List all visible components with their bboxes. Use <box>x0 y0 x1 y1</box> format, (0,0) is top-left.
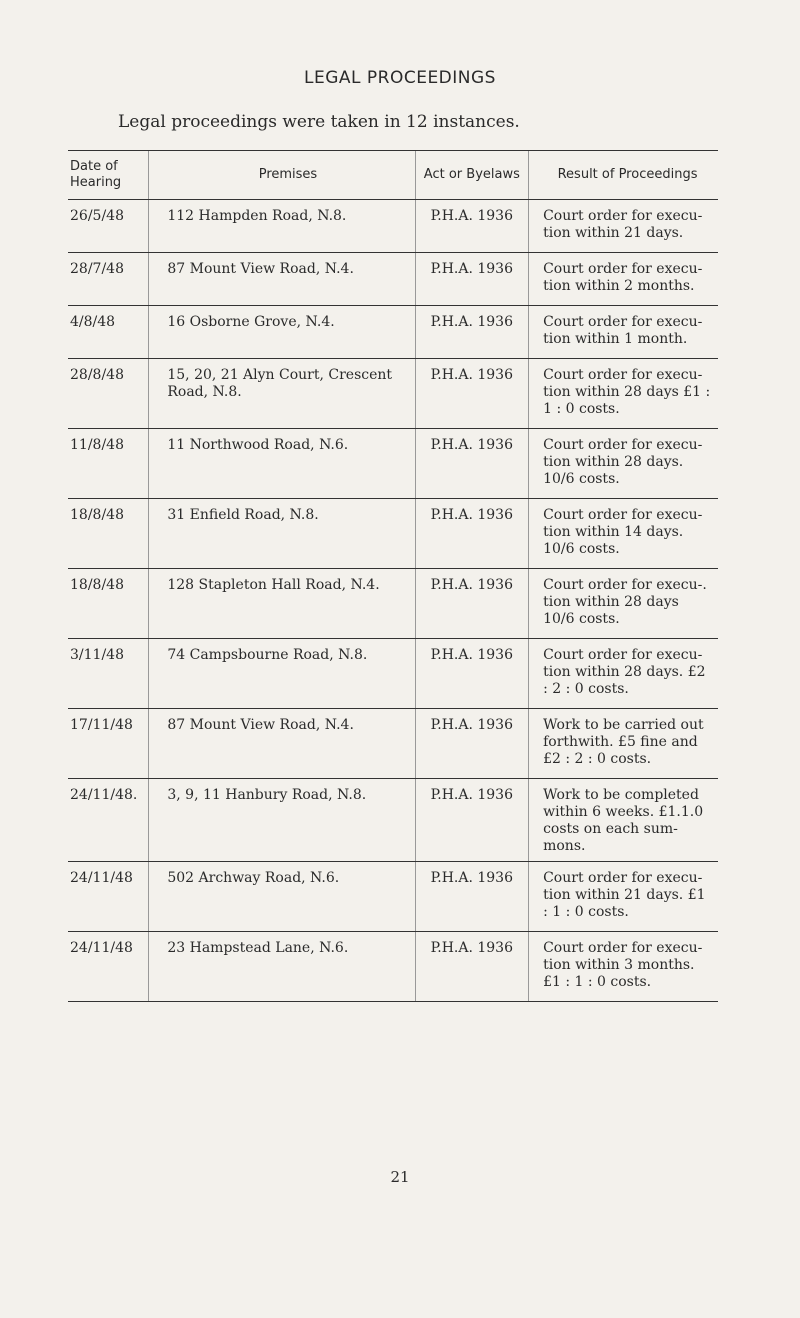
table-row <box>68 499 718 569</box>
table-row <box>68 862 718 932</box>
cell-date: 18/8/48 <box>68 499 149 569</box>
cell-result: Court order for execu- tion within 28 days £1 : 1 : 0 costs. <box>529 359 718 429</box>
cell-date: 24/11/48 <box>68 862 149 932</box>
cell-premises: 31 Enfield Road, N.8. <box>149 499 415 569</box>
table-row <box>68 932 718 1002</box>
header-result: Result of Proceedings <box>529 151 718 200</box>
proceedings-table <box>68 150 718 1002</box>
cell-date: 11/8/48 <box>68 429 149 499</box>
cell-date: 24/11/48 <box>68 932 149 1002</box>
cell-act: P.H.A. 1936 <box>415 200 529 253</box>
cell-date: 26/5/48 <box>68 200 149 253</box>
cell-result: Work to be carried out forthwith. £5 fine and £2 : 2 : 0 costs. <box>529 709 718 779</box>
table-row <box>68 306 718 359</box>
cell-result: Court order for execu- tion within 21 days. £1 : 1 : 0 costs. <box>529 862 718 932</box>
cell-act: P.H.A. 1936 <box>415 932 529 1002</box>
table-row <box>68 253 718 306</box>
cell-act: P.H.A. 1936 <box>415 306 529 359</box>
table-row <box>68 639 718 709</box>
cell-result: Court order for execu- tion within 14 days. 10/6 costs. <box>529 499 718 569</box>
cell-premises: 502 Archway Road, N.6. <box>149 862 415 932</box>
page-number: 21 <box>390 1168 410 1186</box>
cell-date: 28/8/48 <box>68 359 149 429</box>
cell-result: Court order for execu- tion within 28 days. 10/6 costs. <box>529 429 718 499</box>
table-row <box>68 429 718 499</box>
cell-date: 3/11/48 <box>68 639 149 709</box>
cell-premises: 87 Mount View Road, N.4. <box>149 709 415 779</box>
intro-text: Legal proceedings were taken in 12 instances. <box>118 112 520 132</box>
cell-act: P.H.A. 1936 <box>415 569 529 639</box>
cell-act: P.H.A. 1936 <box>415 639 529 709</box>
page-title: LEGAL PROCEEDINGS <box>304 68 496 88</box>
cell-result: Court order for execu- tion within 2 months. <box>529 253 718 306</box>
cell-date: 28/7/48 <box>68 253 149 306</box>
cell-act: P.H.A. 1936 <box>415 429 529 499</box>
cell-act: P.H.A. 1936 <box>415 862 529 932</box>
table-row <box>68 709 718 779</box>
cell-date: 17/11/48 <box>68 709 149 779</box>
cell-date: 4/8/48 <box>68 306 149 359</box>
cell-premises: 74 Campsbourne Road, N.8. <box>149 639 415 709</box>
cell-result: Court order for execu- tion within 21 days. <box>529 200 718 253</box>
cell-date: 24/11/48. <box>68 779 149 862</box>
cell-act: P.H.A. 1936 <box>415 359 529 429</box>
cell-premises: 87 Mount View Road, N.4. <box>149 253 415 306</box>
table-row <box>68 569 718 639</box>
cell-date: 18/8/48 <box>68 569 149 639</box>
table-row <box>68 779 718 862</box>
header-premises: Premises <box>149 151 415 200</box>
cell-act: P.H.A. 1936 <box>415 779 529 862</box>
cell-premises: 11 Northwood Road, N.6. <box>149 429 415 499</box>
cell-act: P.H.A. 1936 <box>415 709 529 779</box>
cell-premises: 128 Stapleton Hall Road, N.4. <box>149 569 415 639</box>
header-date: Date of Hearing <box>68 151 149 200</box>
cell-result: Court order for execu-. tion within 28 days 10/6 costs. <box>529 569 718 639</box>
table-row <box>68 200 718 253</box>
cell-premises: 16 Osborne Grove, N.4. <box>149 306 415 359</box>
cell-premises: 3, 9, 11 Hanbury Road, N.8. <box>149 779 415 862</box>
cell-premises: 112 Hampden Road, N.8. <box>149 200 415 253</box>
cell-result: Court order for execu- tion within 3 months. £1 : 1 : 0 costs. <box>529 932 718 1002</box>
cell-premises: 23 Hampstead Lane, N.6. <box>149 932 415 1002</box>
cell-act: P.H.A. 1936 <box>415 499 529 569</box>
cell-premises: 15, 20, 21 Alyn Court, Crescent Road, N.8. <box>149 359 415 429</box>
cell-result: Work to be completed within 6 weeks. £1.1.0 costs on each sum- mons. <box>529 779 718 862</box>
table-row <box>68 359 718 429</box>
header-act: Act or Byelaws <box>415 151 529 200</box>
cell-result: Court order for execu- tion within 1 month. <box>529 306 718 359</box>
cell-act: P.H.A. 1936 <box>415 253 529 306</box>
cell-result: Court order for execu- tion within 28 days. £2 : 2 : 0 costs. <box>529 639 718 709</box>
table-header-row <box>68 151 718 200</box>
